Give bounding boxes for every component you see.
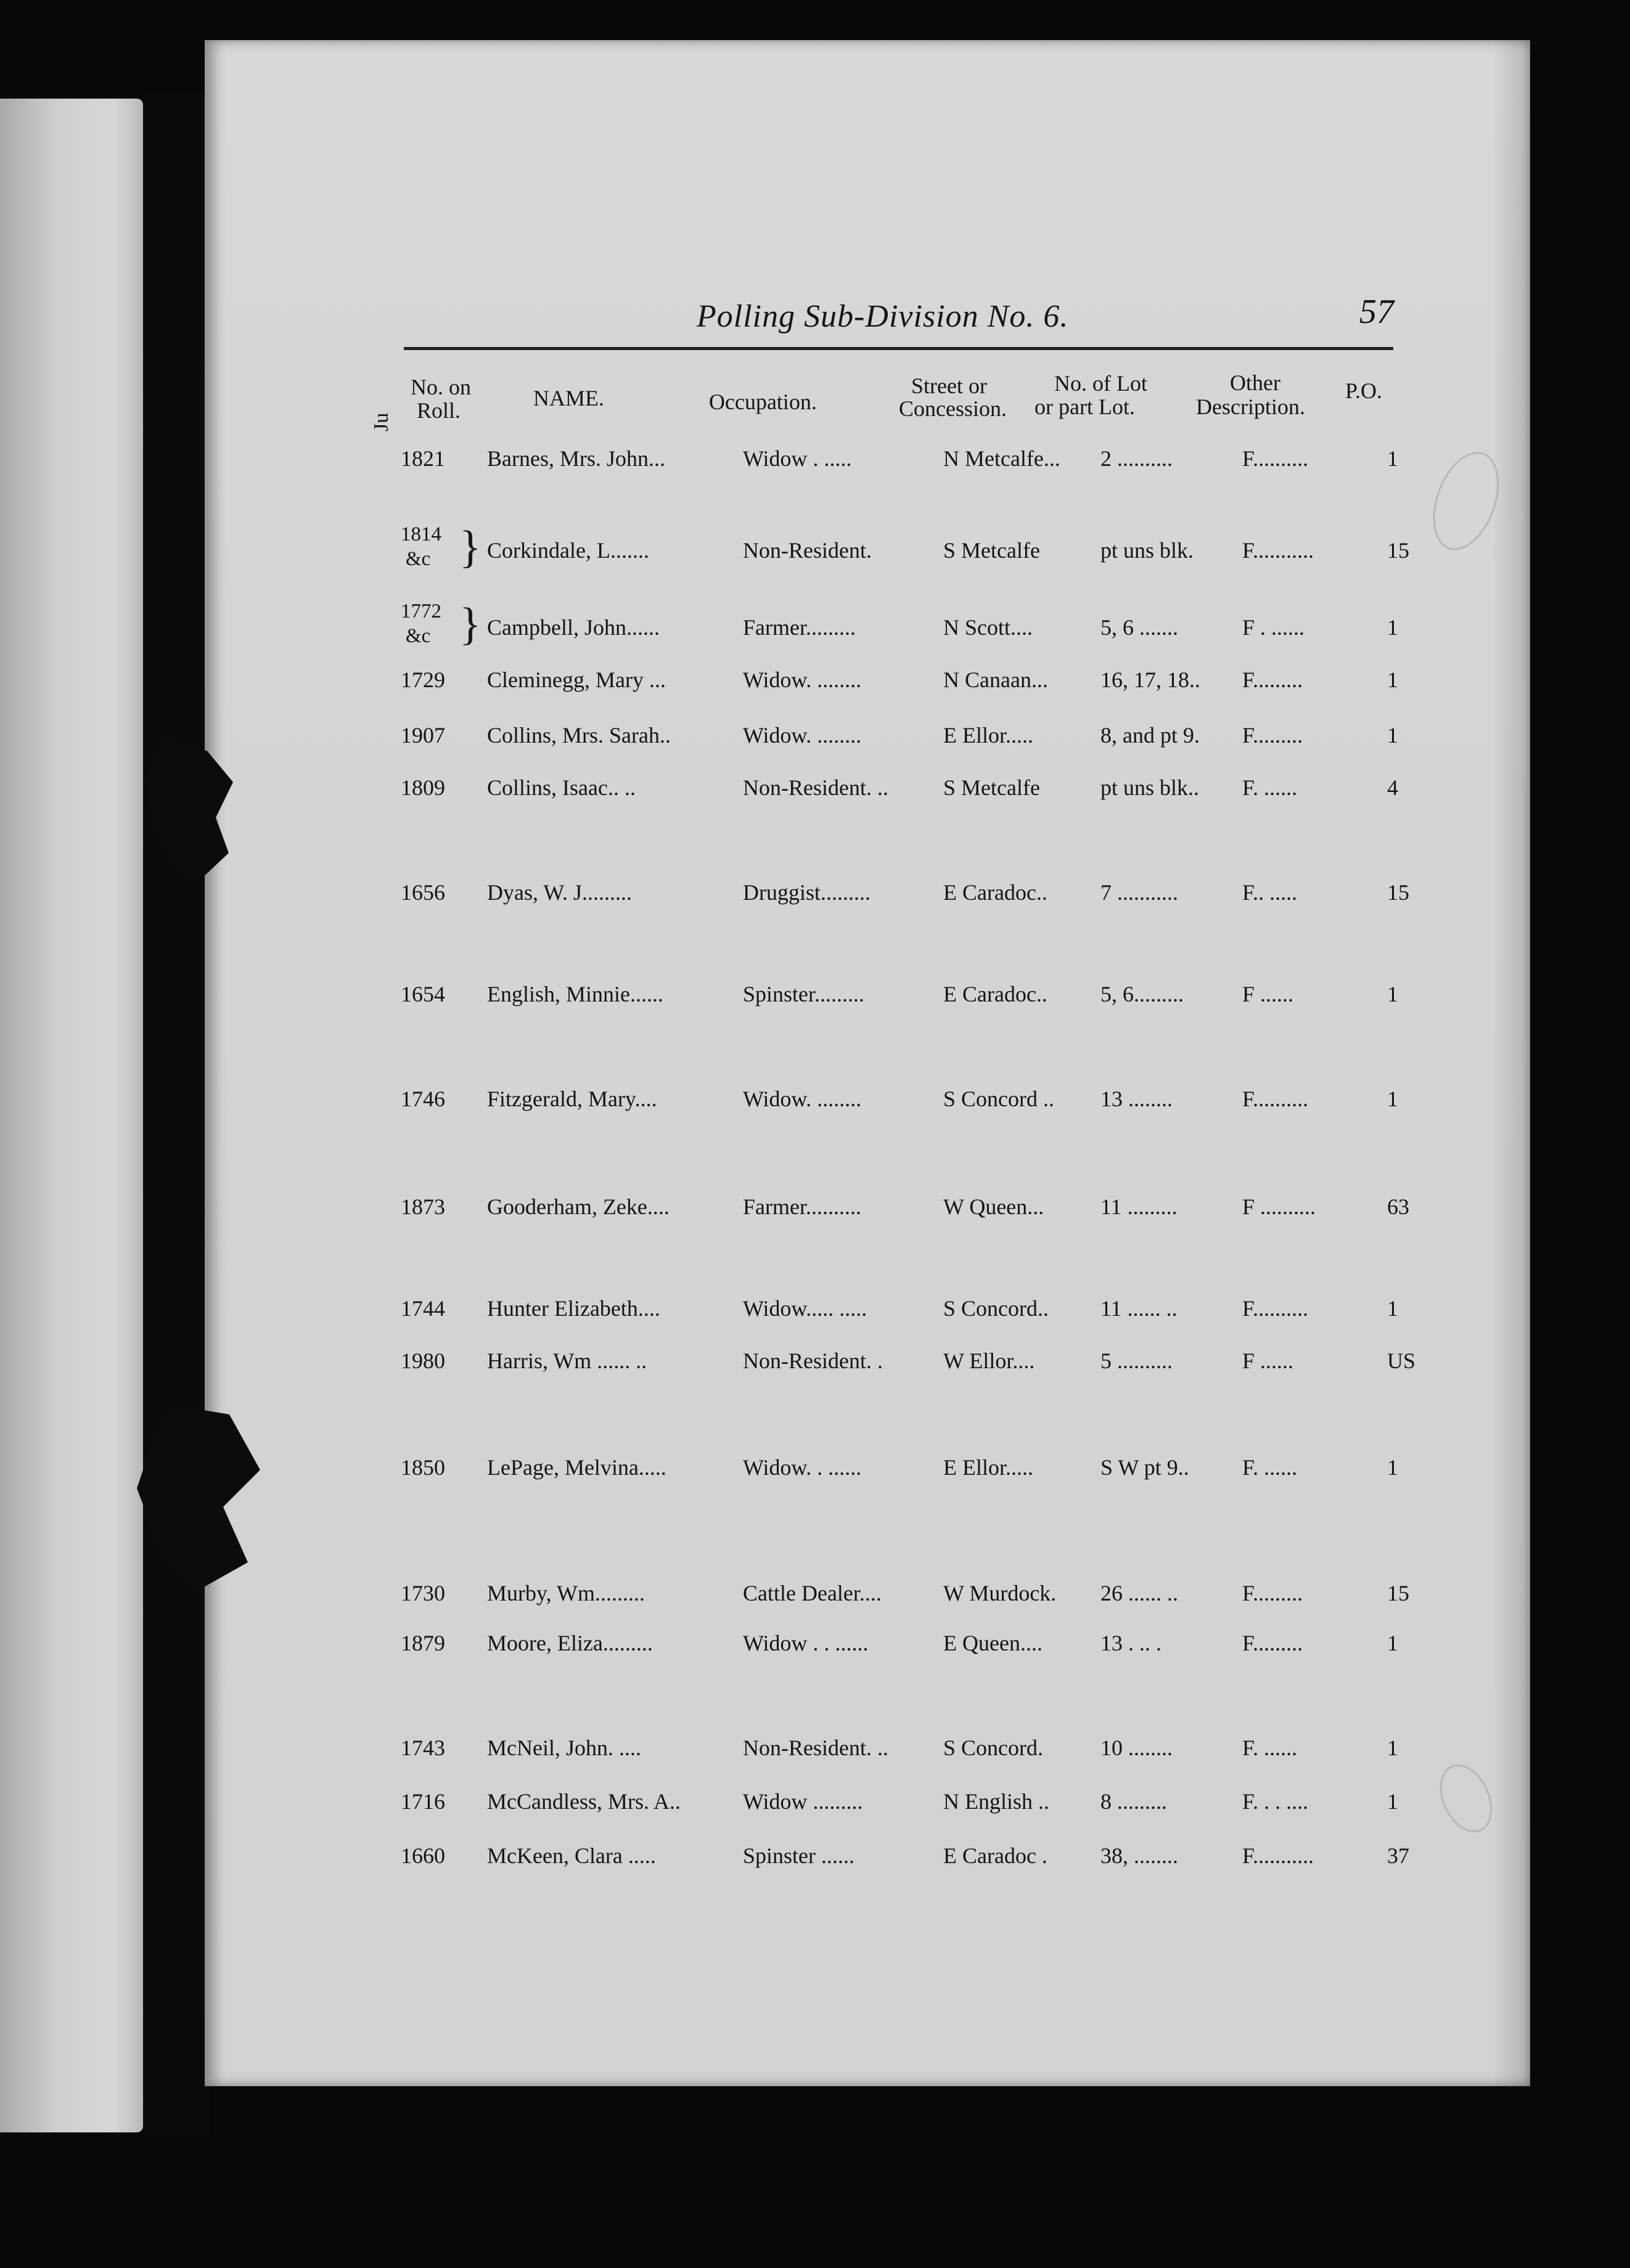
roll-number: 1654 xyxy=(401,982,445,1006)
roll-number: 1814 xyxy=(401,523,441,545)
table-row xyxy=(0,1737,1630,1774)
name-cell: McNeil, John. .... xyxy=(487,1736,641,1760)
street-cell: W Murdock. xyxy=(943,1581,1057,1605)
po-cell: 15 xyxy=(1387,1581,1409,1605)
street-cell: N Metcalfe... xyxy=(943,446,1060,471)
lot-cell: S W pt 9.. xyxy=(1100,1455,1189,1480)
name-cell: McCandless, Mrs. A.. xyxy=(487,1789,681,1814)
name-cell: Barnes, Mrs. John... xyxy=(487,446,665,471)
header-street-line1: Street or xyxy=(911,373,987,398)
po-cell: 1 xyxy=(1387,1455,1398,1480)
lot-cell: 5 .......... xyxy=(1100,1348,1173,1373)
name-cell: Hunter Elizabeth.... xyxy=(487,1296,660,1321)
lot-cell: 38, ........ xyxy=(1100,1843,1178,1868)
header-roll-line1: No. on xyxy=(411,375,471,399)
lot-cell: 13 . .. . xyxy=(1100,1631,1161,1655)
po-cell: 1 xyxy=(1387,1087,1398,1111)
table-row xyxy=(0,669,1630,706)
brace-glyph: } xyxy=(459,599,481,650)
name-cell: Collins, Mrs. Sarah.. xyxy=(487,723,671,748)
lot-cell: 8 ......... xyxy=(1100,1789,1167,1814)
name-cell: Fitzgerald, Mary.... xyxy=(487,1087,657,1111)
other-description-cell: F......... xyxy=(1242,1631,1303,1655)
table-row xyxy=(0,1845,1630,1882)
po-cell: 1 xyxy=(1387,1789,1398,1814)
street-cell: E Caradoc.. xyxy=(943,982,1047,1006)
roll-number: 1907 xyxy=(401,723,445,748)
header-occupation: Occupation. xyxy=(709,390,817,414)
occupation-cell: Druggist......... xyxy=(743,880,870,905)
header-other-line2: Description. xyxy=(1196,394,1305,419)
occupation-cell: Widow . . ...... xyxy=(743,1631,869,1655)
table-row xyxy=(0,1790,1630,1827)
table-row xyxy=(0,881,1630,918)
name-cell: Moore, Eliza......... xyxy=(487,1631,653,1655)
roll-number: 1772 xyxy=(401,600,441,622)
other-description-cell: F......... xyxy=(1242,667,1303,692)
header-lot-line1: No. of Lot xyxy=(1054,371,1147,396)
header-lot-line2: or part Lot. xyxy=(1034,394,1135,419)
roll-number: 1730 xyxy=(401,1581,445,1605)
roll-suffix: &c xyxy=(406,625,431,647)
roll-number: 1850 xyxy=(401,1455,445,1480)
occupation-cell: Widow..... ..... xyxy=(743,1296,867,1321)
other-description-cell: F......... xyxy=(1242,1581,1303,1605)
occupation-cell: Widow ......... xyxy=(743,1789,863,1814)
lot-cell: pt uns blk. xyxy=(1100,538,1194,563)
roll-number: 1656 xyxy=(401,880,445,905)
name-cell: Campbell, John...... xyxy=(487,615,660,640)
table-row xyxy=(0,1456,1630,1493)
po-cell: 15 xyxy=(1387,538,1409,563)
lot-cell: 2 .......... xyxy=(1100,446,1173,471)
name-cell: Cleminegg, Mary ... xyxy=(487,667,666,692)
table-row xyxy=(0,599,1630,653)
table-row xyxy=(0,522,1630,576)
occupation-cell: Cattle Dealer.... xyxy=(743,1581,882,1605)
other-description-cell: F ...... xyxy=(1242,1348,1294,1373)
table-row xyxy=(0,777,1630,814)
street-cell: E Ellor..... xyxy=(943,1455,1033,1480)
other-description-cell: F........... xyxy=(1242,538,1314,563)
table-row xyxy=(0,1350,1630,1387)
other-description-cell: F.......... xyxy=(1242,1296,1309,1321)
roll-number: 1821 xyxy=(401,446,445,471)
po-cell: 15 xyxy=(1387,880,1409,905)
roll-number: 1660 xyxy=(401,1843,445,1868)
street-cell: S Concord .. xyxy=(943,1087,1054,1111)
street-cell: W Queen... xyxy=(943,1194,1044,1219)
table-row xyxy=(0,1297,1630,1334)
table-row xyxy=(0,1196,1630,1233)
lot-cell: 11 ...... .. xyxy=(1100,1296,1177,1321)
street-cell: E Queen.... xyxy=(943,1631,1042,1655)
page-number: 57 xyxy=(1359,293,1394,331)
roll-number: 1746 xyxy=(401,1087,445,1111)
page-edge-shadow xyxy=(1492,40,1535,2086)
name-cell: English, Minnie...... xyxy=(487,982,663,1006)
other-description-cell: F. ...... xyxy=(1242,775,1298,800)
roll-number: 1809 xyxy=(401,775,445,800)
occupation-cell: Non-Resident. . xyxy=(743,1348,883,1373)
name-cell: LePage, Melvina..... xyxy=(487,1455,666,1480)
header-ju: Ju xyxy=(370,412,393,431)
brace-glyph: } xyxy=(459,522,481,573)
table-row xyxy=(0,724,1630,761)
other-description-cell: F.......... xyxy=(1242,446,1309,471)
table-row xyxy=(0,447,1630,484)
roll-number: 1729 xyxy=(401,667,445,692)
street-cell: S Concord.. xyxy=(943,1296,1049,1321)
street-cell: N English .. xyxy=(943,1789,1050,1814)
street-cell: W Ellor.... xyxy=(943,1348,1035,1373)
name-cell: Murby, Wm......... xyxy=(487,1581,645,1605)
street-cell: E Ellor..... xyxy=(943,723,1033,748)
street-cell: S Metcalfe xyxy=(943,775,1040,800)
street-cell: E Caradoc . xyxy=(943,1843,1047,1868)
other-description-cell: F. ...... xyxy=(1242,1736,1298,1760)
street-cell: E Caradoc.. xyxy=(943,880,1047,905)
po-cell: 37 xyxy=(1387,1843,1409,1868)
po-cell: 1 xyxy=(1387,1296,1398,1321)
name-cell: Collins, Isaac.. .. xyxy=(487,775,636,800)
name-cell: Gooderham, Zeke.... xyxy=(487,1194,670,1219)
occupation-cell: Spinster......... xyxy=(743,982,865,1006)
header-roll-line2: Roll. xyxy=(417,398,461,423)
occupation-cell: Widow. ........ xyxy=(743,1087,862,1111)
occupation-cell: Farmer.......... xyxy=(743,1194,861,1219)
page-title: Polling Sub-Division No. 6. xyxy=(697,299,1069,334)
po-cell: US xyxy=(1387,1348,1416,1373)
roll-number: 1879 xyxy=(401,1631,445,1655)
lot-cell: 8, and pt 9. xyxy=(1100,723,1200,748)
roll-number: 1716 xyxy=(401,1789,445,1814)
lot-cell: pt uns blk.. xyxy=(1100,775,1200,800)
roll-number: 1873 xyxy=(401,1194,445,1219)
roll-number: 1743 xyxy=(401,1736,445,1760)
header-street-line2: Concession. xyxy=(899,396,1007,421)
other-description-cell: F......... xyxy=(1242,723,1303,748)
other-description-cell: F .......... xyxy=(1242,1194,1316,1219)
header-po: P.O. xyxy=(1345,378,1383,403)
street-cell: S Concord. xyxy=(943,1736,1043,1760)
lot-cell: 16, 17, 18.. xyxy=(1100,667,1200,692)
occupation-cell: Widow. . ...... xyxy=(743,1455,862,1480)
lot-cell: 11 ......... xyxy=(1100,1194,1177,1219)
table-row xyxy=(0,1582,1630,1619)
other-description-cell: F . ...... xyxy=(1242,615,1305,640)
name-cell: McKeen, Clara ..... xyxy=(487,1843,656,1868)
lot-cell: 7 ........... xyxy=(1100,880,1178,905)
other-description-cell: F........... xyxy=(1242,1843,1314,1868)
lot-cell: 5, 6 ....... xyxy=(1100,615,1178,640)
table-row xyxy=(0,1632,1630,1669)
table-row xyxy=(0,1088,1630,1125)
street-cell: N Canaan... xyxy=(943,667,1048,692)
name-cell: Corkindale, L....... xyxy=(487,538,649,563)
lot-cell: 26 ...... .. xyxy=(1100,1581,1178,1605)
lot-cell: 10 ........ xyxy=(1100,1736,1173,1760)
po-cell: 4 xyxy=(1387,775,1398,800)
header-other-line1: Other xyxy=(1230,370,1280,395)
header-rule xyxy=(404,347,1393,350)
other-description-cell: F ...... xyxy=(1242,982,1294,1006)
other-description-cell: F. . . .... xyxy=(1242,1789,1309,1814)
occupation-cell: Farmer......... xyxy=(743,615,856,640)
po-cell: 1 xyxy=(1387,446,1398,471)
name-cell: Dyas, W. J......... xyxy=(487,880,633,905)
table-row xyxy=(0,983,1630,1020)
street-cell: N Scott.... xyxy=(943,615,1033,640)
occupation-cell: Non-Resident. .. xyxy=(743,775,888,800)
lot-cell: 5, 6......... xyxy=(1100,982,1184,1006)
po-cell: 1 xyxy=(1387,667,1398,692)
po-cell: 1 xyxy=(1387,1736,1398,1760)
occupation-cell: Non-Resident. .. xyxy=(743,1736,888,1760)
other-description-cell: F.. ..... xyxy=(1242,880,1298,905)
roll-number: 1744 xyxy=(401,1296,445,1321)
po-cell: 1 xyxy=(1387,615,1398,640)
header-name: NAME. xyxy=(533,386,604,410)
name-cell: Harris, Wm ...... .. xyxy=(487,1348,647,1373)
street-cell: S Metcalfe xyxy=(943,538,1040,563)
roll-suffix: &c xyxy=(406,548,431,570)
occupation-cell: Spinster ...... xyxy=(743,1843,855,1868)
po-cell: 1 xyxy=(1387,723,1398,748)
occupation-cell: Widow . ..... xyxy=(743,446,852,471)
other-description-cell: F.......... xyxy=(1242,1087,1309,1111)
po-cell: 1 xyxy=(1387,982,1398,1006)
po-cell: 63 xyxy=(1387,1194,1409,1219)
roll-number: 1980 xyxy=(401,1348,445,1373)
occupation-cell: Non-Resident. xyxy=(743,538,872,563)
occupation-cell: Widow. ........ xyxy=(743,723,862,748)
po-cell: 1 xyxy=(1387,1631,1398,1655)
other-description-cell: F. ...... xyxy=(1242,1455,1298,1480)
occupation-cell: Widow. ........ xyxy=(743,667,862,692)
lot-cell: 13 ........ xyxy=(1100,1087,1173,1111)
